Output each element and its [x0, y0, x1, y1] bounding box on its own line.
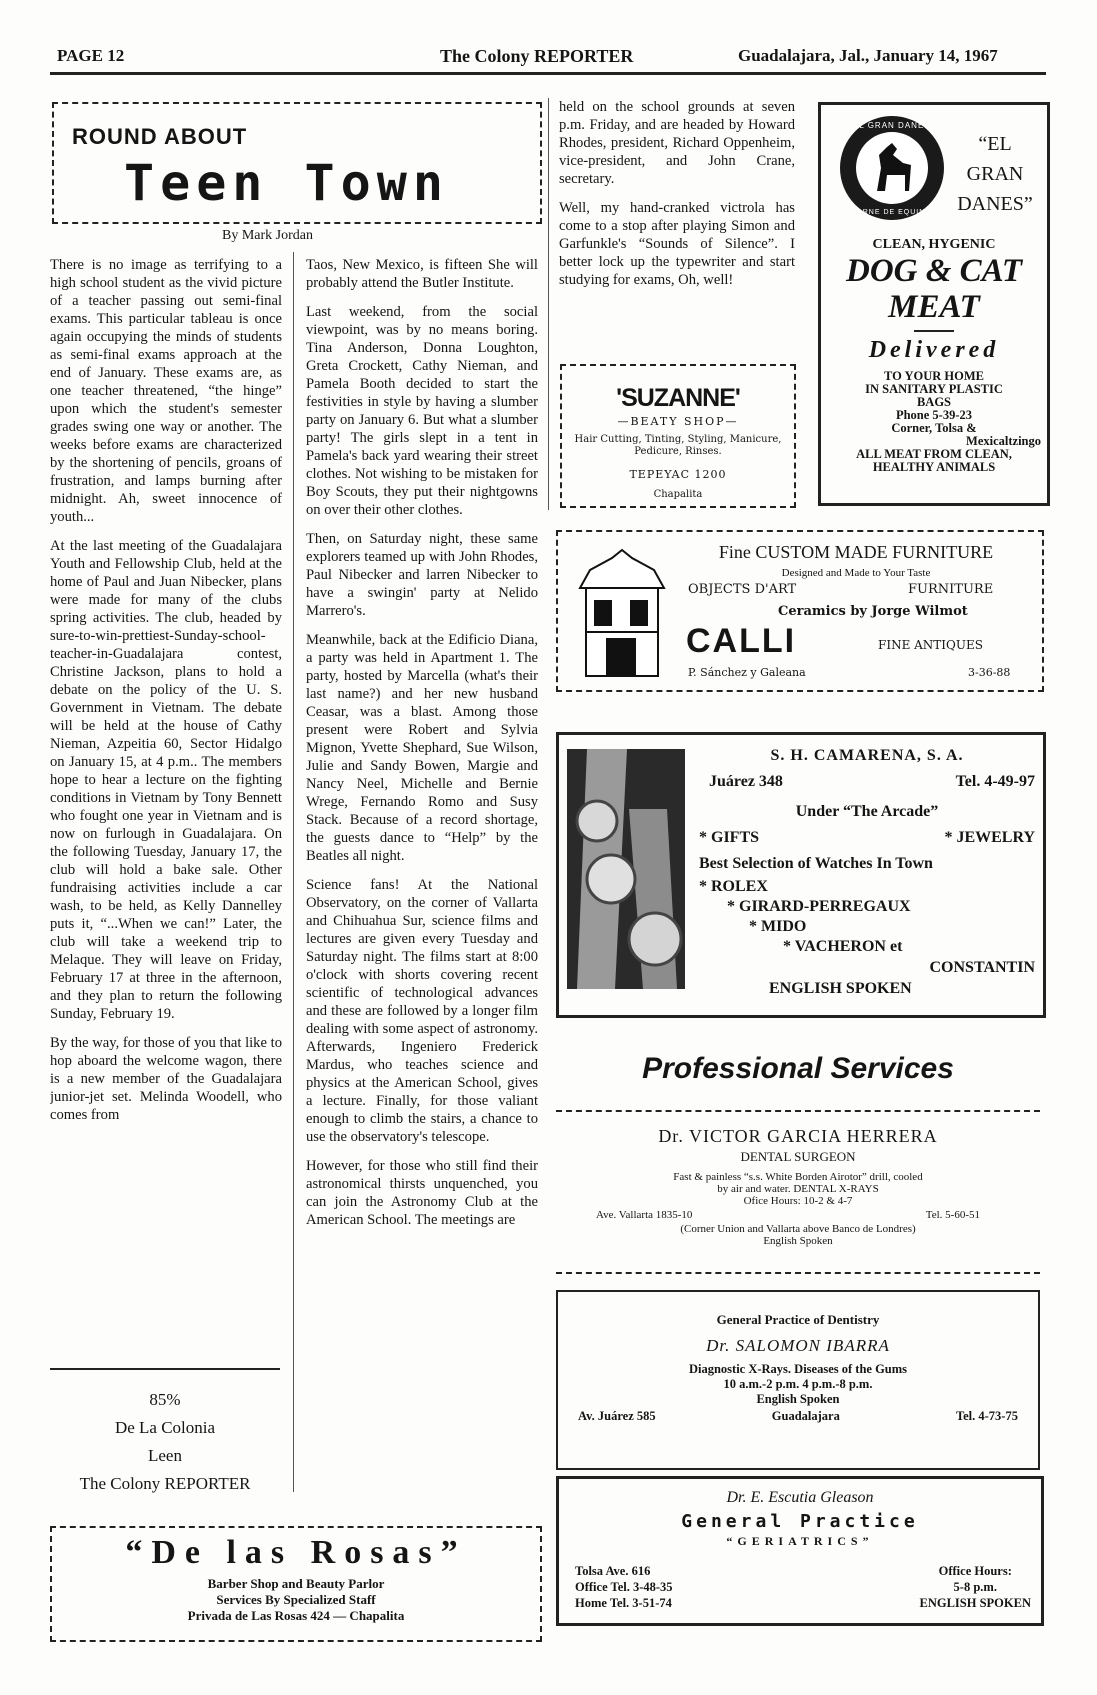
suzanne-address: TEPEYAC 1200 [629, 468, 727, 481]
col2-para: However, for those who still find their astronomical thirsts unquenched, you can join the Astronomy Club at the American School. The meetings are [306, 1158, 538, 1228]
escutia-practice: General Practice [681, 1511, 919, 1532]
garcia-name: Dr. VICTOR GARCIA HERRERA [658, 1126, 938, 1146]
de-las-rosas-ad [50, 1526, 542, 1642]
filler-percent: 85% [149, 1390, 181, 1409]
garcia-address: Ave. Vallarta 1835-10 [596, 1209, 693, 1221]
professional-services-title: Professional Services [642, 1052, 954, 1085]
camarena-ad [556, 732, 1046, 1018]
ibarra-city: Guadalajara [771, 1409, 840, 1423]
garcia-line: Ofice Hours: 10-2 & 4-7 [743, 1195, 853, 1207]
seal-text-top: EL GRAN DANES [853, 121, 931, 130]
page-number: PAGE 12 [57, 46, 125, 65]
col1-para: At the last meeting of the Guadalajara Youth and Fellowship Club, held at the home of Paul and Juan Nibecker, plans were made for many of the clubs spring activities. The club, headed by sure-to-win-prettiest-Sunday-school-teacher-in-Guadalajara contest, Christine Jackson, plans to hold a debate on the policy of the U. S. Government in Vietnam. The debate will be held at the house of Cathy Nieman, Azpeitia 60, Sector Hidalgo on January 15, at 4 p.m.. The members hope to hear a lecture on the fighting conditions in Vietnam by Tony Bennett who fought one year in Vietnam and is now on furlough in Guadalajara. On the following Tuesday, January 17, the club will hold a bake sale. Other fundraising activities include a car wash, to be held, as Kelly Dannelley puts it, “...When we can!” Later, the club will take a weekend trip to Melaque. They will leave on Friday, February 17 at three in the afternoon, and they plan to return the following Sunday, February 19. [50, 538, 282, 1022]
camarena-tel: Tel. 4-49-97 [955, 773, 1035, 790]
filler-block [50, 1386, 280, 1498]
calli-designed: Designed and Made to Your Taste [781, 567, 931, 579]
gran-name [947, 129, 1043, 219]
calli-ceramics: Ceramics by Jorge Wilmot [778, 604, 968, 619]
brand: * MIDO [749, 918, 807, 935]
column-2 [306, 256, 538, 1508]
gran-clean: CLEAN, HYGENIC [872, 237, 996, 252]
ibarra-line: 10 a.m.-2 p.m. 4 p.m.-8 p.m. [723, 1377, 873, 1391]
suzanne-name: 'SUZANNE' [616, 384, 740, 412]
filler-line: De La Colonia [114, 1418, 216, 1437]
camarena-address: Juárez 348 [709, 773, 783, 790]
garcia-line: (Corner Union and Vallarta above Banco de Londres) [680, 1223, 916, 1235]
rosas-name: “De las Rosas” [125, 1534, 467, 1571]
watches-icon [567, 749, 685, 989]
garcia-address-row [556, 1207, 1040, 1221]
col2-para: Then, on Saturday night, these same explorers teamed up with John Rhodes, Paul Nibecker and larren Nibecker to have a swingin' party at Nelido Marrero's. [306, 531, 538, 619]
garcia-line: English Spoken [763, 1235, 833, 1247]
gran-name-line: “EL [978, 133, 1012, 155]
escutia-ad [556, 1476, 1044, 1626]
gran-line: Corner, Tolsa & [891, 421, 977, 435]
brand: CONSTANTIN [929, 959, 1035, 976]
garcia-tel: Tel. 5-60-51 [925, 1209, 980, 1221]
header-rule [50, 72, 1046, 75]
paper-name: The Colony REPORTER [440, 46, 634, 66]
gran-line: HEALTHY ANIMALS [872, 460, 996, 474]
filler-line: The Colony REPORTER [79, 1474, 251, 1493]
suzanne-city: Chapalita [653, 489, 703, 500]
camarena-gifts-row [699, 825, 1035, 851]
column-rule [293, 252, 294, 1492]
escutia-line: Home Tel. 3-51-74 [575, 1596, 672, 1610]
camarena-jewelry: * JEWELRY [944, 829, 1035, 846]
suzanne-sub: —BEATY SHOP— [617, 415, 739, 428]
gran-body [821, 237, 1047, 474]
suzanne-services: Hair Cutting, Tinting, Styling, Manicure, Pedicure, Rinses. [574, 434, 782, 457]
filler-line: Leen [148, 1446, 182, 1465]
calli-head: Fine CUSTOM MADE FURNITURE [718, 542, 994, 562]
calli-ad [556, 530, 1044, 692]
brand: * VACHERON et [783, 938, 903, 955]
ibarra-line: Diagnostic X-Rays. Diseases of the Gums [688, 1362, 908, 1376]
calli-body [678, 542, 1034, 579]
garcia-line: by air and water. DENTAL X-RAYS [717, 1183, 879, 1195]
escutia-line: Office Tel. 3-48-35 [575, 1580, 673, 1594]
col2-para: Last weekend, from the social viewpoint, was by no means boring. Tina Anderson, Donna Loughton, Greta Crockett, Cathy Nieman, and Pamela Booth decided to start the festivities in style by having a slumber party on January 6. But what a slumber party! The girls slept in a tent in Pamela's back yard wearing their street clothes. Not wishing to be mistaken for Boy Scouts, they put their nightgowns on over their other clothes. [306, 304, 538, 518]
dateline: Guadalajara, Jal., January 14, 1967 [738, 46, 998, 65]
gran-big1: DOG & CAT [845, 253, 1023, 289]
divider [914, 330, 954, 332]
col3-para: Well, my hand-cranked victrola has come to a stop after playing Simon and Garfunkle's “Sounds of Silence”. I better lock up the typewriter and start studying for exams, Oh, well! [559, 200, 795, 288]
calli-furniture: FURNITURE [908, 582, 994, 597]
camarena-address-row [699, 769, 1035, 795]
filler-rule-top [50, 1368, 280, 1370]
teen-title: Teen Town [124, 154, 449, 212]
camarena-best: Best Selection of Watches In Town [699, 855, 933, 872]
col1-para: There is no image as terrifying to a high school student as the vivid picture of a teacher passing out semi-final exams. This particular tableau is once again occupying the minds of students as semi-final exams approach at the end of January. These exams are, as one teacher threatened, “the hinge” upon which the student's semester grades swing one way or another. The weeks before exams are characterized by the shortening of pencils, groans of frustration, and lamps burning after midnight. Ah, sweet innocence of youth... [50, 257, 282, 525]
seal-text-bottom: CARNE DE EQUINO [851, 209, 932, 216]
col1-para: By the way, for those of you that like to hop aboard the welcome wagon, there is a new member of the Guadalajara junior-jet set. Melinda Woodell, who comes from [50, 1035, 282, 1123]
camarena-english: ENGLISH SPOKEN [769, 980, 912, 997]
camarena-arcade: Under “The Arcade” [795, 803, 939, 820]
garcia-ad [556, 1110, 1040, 1274]
camarena-text [699, 743, 1035, 999]
garcia-title: DENTAL SURGEON [740, 1149, 856, 1164]
gran-name-line: DANES” [957, 193, 1033, 215]
gran-line: Mexicaltzingo [966, 434, 1041, 448]
calli-objects: OBJECTS D'ART [688, 582, 797, 597]
gran-line: TO YOUR HOME [883, 369, 984, 383]
rosas-line: Services By Specialized Staff [216, 1592, 376, 1607]
escutia-line: ENGLISH SPOKEN [919, 1596, 1031, 1610]
escutia-hours [920, 1563, 1032, 1611]
calli-fine: FINE ANTIQUES [878, 638, 983, 652]
gran-line: ALL MEAT FROM CLEAN, [856, 447, 1012, 461]
calli-address: P. Sánchez y Galeana [688, 666, 806, 679]
gran-line: BAGS [916, 395, 952, 409]
gran-name-line: GRAN [966, 163, 1024, 185]
ibarra-tel: Tel. 4-73-75 [955, 1409, 1018, 1423]
ibarra-address-row [558, 1407, 1038, 1424]
escutia-line: Tolsa Ave. 616 [575, 1564, 651, 1578]
column-3 [559, 98, 795, 358]
escutia-name: Dr. E. Escutia Gleason [726, 1489, 874, 1506]
garcia-line: Fast & painless “s.s. White Borden Airotor” drill, cooled [673, 1171, 923, 1183]
teen-town-banner [52, 102, 542, 224]
escutia-line: Office Hours: [938, 1564, 1012, 1578]
kicker: ROUND ABOUT [72, 124, 248, 149]
calli-name: CALLI [686, 622, 797, 660]
col2-para: Science fans! At the National Observatory, on the corner of Vallarta and Chihuahua Sur, science films and lectures are given every Tuesday and Saturday night. The films start at 8:00 o'clock with shorts covering recent scientific of technological advances and these are followed by a longer film dealing with some aspect of astronomy. Afterwards, Ingeniero Frederick Mardus, who teaches science and physics at the American School, gives a lecture. Finally, for those valiant enough to climb the stairs, a chance to use the observatory's telescope. [306, 877, 538, 1145]
ibarra-address: Av. Juárez 585 [578, 1409, 656, 1423]
suzanne-ad [560, 364, 796, 508]
column-rule [548, 98, 549, 510]
escutia-line: 5-8 p.m. [953, 1580, 997, 1594]
building-icon [578, 548, 666, 678]
ibarra-ad [556, 1290, 1040, 1470]
rosas-line: Barber Shop and Beauty Parlor [207, 1576, 385, 1591]
gran-big2: MEAT [888, 289, 980, 325]
calli-tel: 3-36-88 [968, 666, 1011, 679]
ibarra-line: English Spoken [756, 1392, 840, 1406]
byline: By Mark Jordan [222, 228, 313, 243]
ibarra-head: General Practice of Dentistry [716, 1312, 880, 1327]
brand: * ROLEX [699, 878, 768, 895]
rosas-line: Privada de Las Rosas 424 — Chapalita [187, 1608, 405, 1623]
column-1 [50, 256, 282, 1318]
camarena-gifts: * GIFTS [699, 829, 760, 846]
brand: * GIRARD-PERREGAUX [727, 898, 911, 915]
escutia-address [575, 1563, 673, 1611]
col3-para: held on the school grounds at seven p.m. Friday, and are headed by Howard Rhodes, president, Richard Oppenheim, vice-president, and John Crane, secretary. [559, 99, 795, 187]
camarena-name: S. H. CAMARENA, S. A. [770, 747, 964, 764]
gran-line: IN SANITARY PLASTIC [865, 382, 1003, 396]
col2-para: Taos, New Mexico, is fifteen She will probably attend the Butler Institute. [306, 257, 538, 291]
escutia-geriatrics: “GERIATRICS” [726, 1534, 874, 1548]
gran-delivered: Delivered [868, 337, 1000, 363]
gran-danes-ad [818, 102, 1050, 506]
gran-phone: Phone 5-39-23 [895, 408, 973, 422]
ibarra-name: Dr. SALOMON IBARRA [706, 1336, 890, 1355]
col2-para: Meanwhile, back at the Edificio Diana, a party was held in Apartment 1. The party, hosted by Marcella (what's their last name?) and her new husband Ceasar, was a blast. Among those present were Robert and Sylvia Mignon, Yvette Shephard, Sue Wilson, Julie and Sandy Bowen, Margie and Nancy Neel, Michelle and Bernie Wrege, Fernando Romo and Susy Stack. Because of a record shortage, the guests dance to “Help” by the Beatles all night. [306, 632, 538, 864]
